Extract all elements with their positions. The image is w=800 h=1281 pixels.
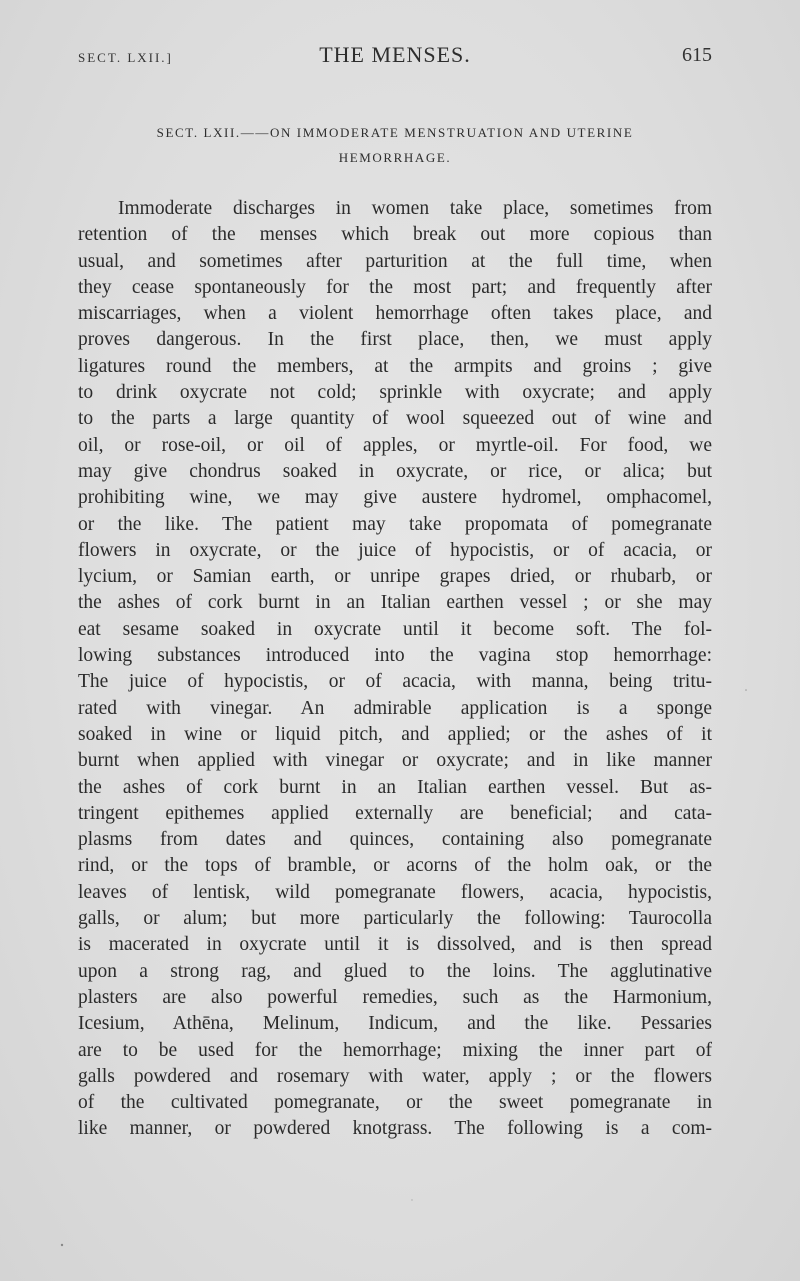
section-heading-line-1: SECT. LXII.——ON IMMODERATE MENSTRUATION AND UTERINE <box>156 125 634 140</box>
text-line: like manner, or powdered knotgrass. The following is a com- <box>78 1118 712 1140</box>
text-line: or the like. The patient may take propomata of pomegranate <box>78 513 712 535</box>
text-line: lowing substances introduced into the vagina stop hemorrhage: <box>78 645 712 667</box>
text-line: to drink oxycrate not cold; sprinkle with oxycrate; and apply <box>78 382 712 404</box>
text-line: ligatures round the members, at the armpits and groins ; give <box>78 355 712 377</box>
text-line: are to be used for the hemorrhage; mixing the inner part of <box>78 1039 712 1061</box>
text-line: rated with vinegar. An admirable application is a sponge <box>78 697 712 719</box>
text-line: The juice of hypocistis, or of acacia, with manna, being tritu- <box>78 671 712 693</box>
section-reference: SECT. LXII.] <box>78 50 173 65</box>
text-line: retention of the menses which break out more copious than <box>78 224 712 246</box>
text-line: galls powdered and rosemary with water, apply ; or the flowers <box>78 1065 712 1087</box>
text-line: the ashes of cork burnt in an Italian earthen vessel ; or she may <box>78 592 712 614</box>
running-header <box>78 40 712 70</box>
running-title: THE MENSES. <box>319 42 471 67</box>
text-line: the ashes of cork burnt in an Italian earthen vessel. But as- <box>78 776 712 798</box>
page-number: 615 <box>682 44 712 66</box>
section-heading <box>78 120 712 170</box>
text-line: Immoderate discharges in women take place, sometimes from <box>118 198 712 219</box>
text-line: prohibiting wine, we may give austere hydromel, omphacomel, <box>78 487 712 509</box>
text-line: Icesium, Athēna, Melinum, Indicum, and the like. Pessaries <box>78 1013 712 1035</box>
text-line: is macerated in oxycrate until it is dissolved, and is then spread <box>78 934 712 956</box>
text-line: usual, and sometimes after parturition at the full time, when <box>78 250 712 272</box>
text-line: oil, or rose-oil, or oil of apples, or myrtle-oil. For food, we <box>78 434 712 456</box>
text-line: plasms from dates and quinces, containing also pomegranate <box>78 829 712 851</box>
text-line: to the parts a large quantity of wool squeezed out of wine and <box>78 408 712 430</box>
text-line: flowers in oxycrate, or the juice of hypocistis, or of acacia, or <box>78 539 712 561</box>
section-heading-line-2: HEMORRHAGE. <box>338 150 452 165</box>
text-line: upon a strong rag, and glued to the loins. The agglutinative <box>78 960 712 982</box>
text-line: rind, or the tops of bramble, or acorns of the holm oak, or the <box>78 855 712 877</box>
text-line: eat sesame soaked in oxycrate until it become soft. The fol- <box>78 618 712 640</box>
text-line: soaked in wine or liquid pitch, and applied; or the ashes of it <box>78 723 712 745</box>
text-line: of the cultivated pomegranate, or the sweet pomegranate in <box>78 1092 712 1114</box>
body-paragraph <box>78 196 712 1143</box>
text-line: tringent epithemes applied externally are beneficial; and cata- <box>78 802 712 824</box>
text-line: burnt when applied with vinegar or oxycrate; and in like manner <box>78 750 712 772</box>
text-line: leaves of lentisk, wild pomegranate flowers, acacia, hypocistis, <box>78 881 712 903</box>
text-line: lycium, or Samian earth, or unripe grapes dried, or rhubarb, or <box>78 566 712 588</box>
text-line: galls, or alum; but more particularly the following: Taurocolla <box>78 908 712 930</box>
text-line: plasters are also powerful remedies, such as the Harmonium, <box>78 986 712 1008</box>
text-line: may give chondrus soaked in oxycrate, or rice, or alica; but <box>78 460 712 482</box>
text-line: proves dangerous. In the first place, then, we must apply <box>78 329 712 351</box>
text-line: they cease spontaneously for the most part; and frequently after <box>78 276 712 298</box>
text-line: miscarriages, when a violent hemorrhage often takes place, and <box>78 303 712 325</box>
